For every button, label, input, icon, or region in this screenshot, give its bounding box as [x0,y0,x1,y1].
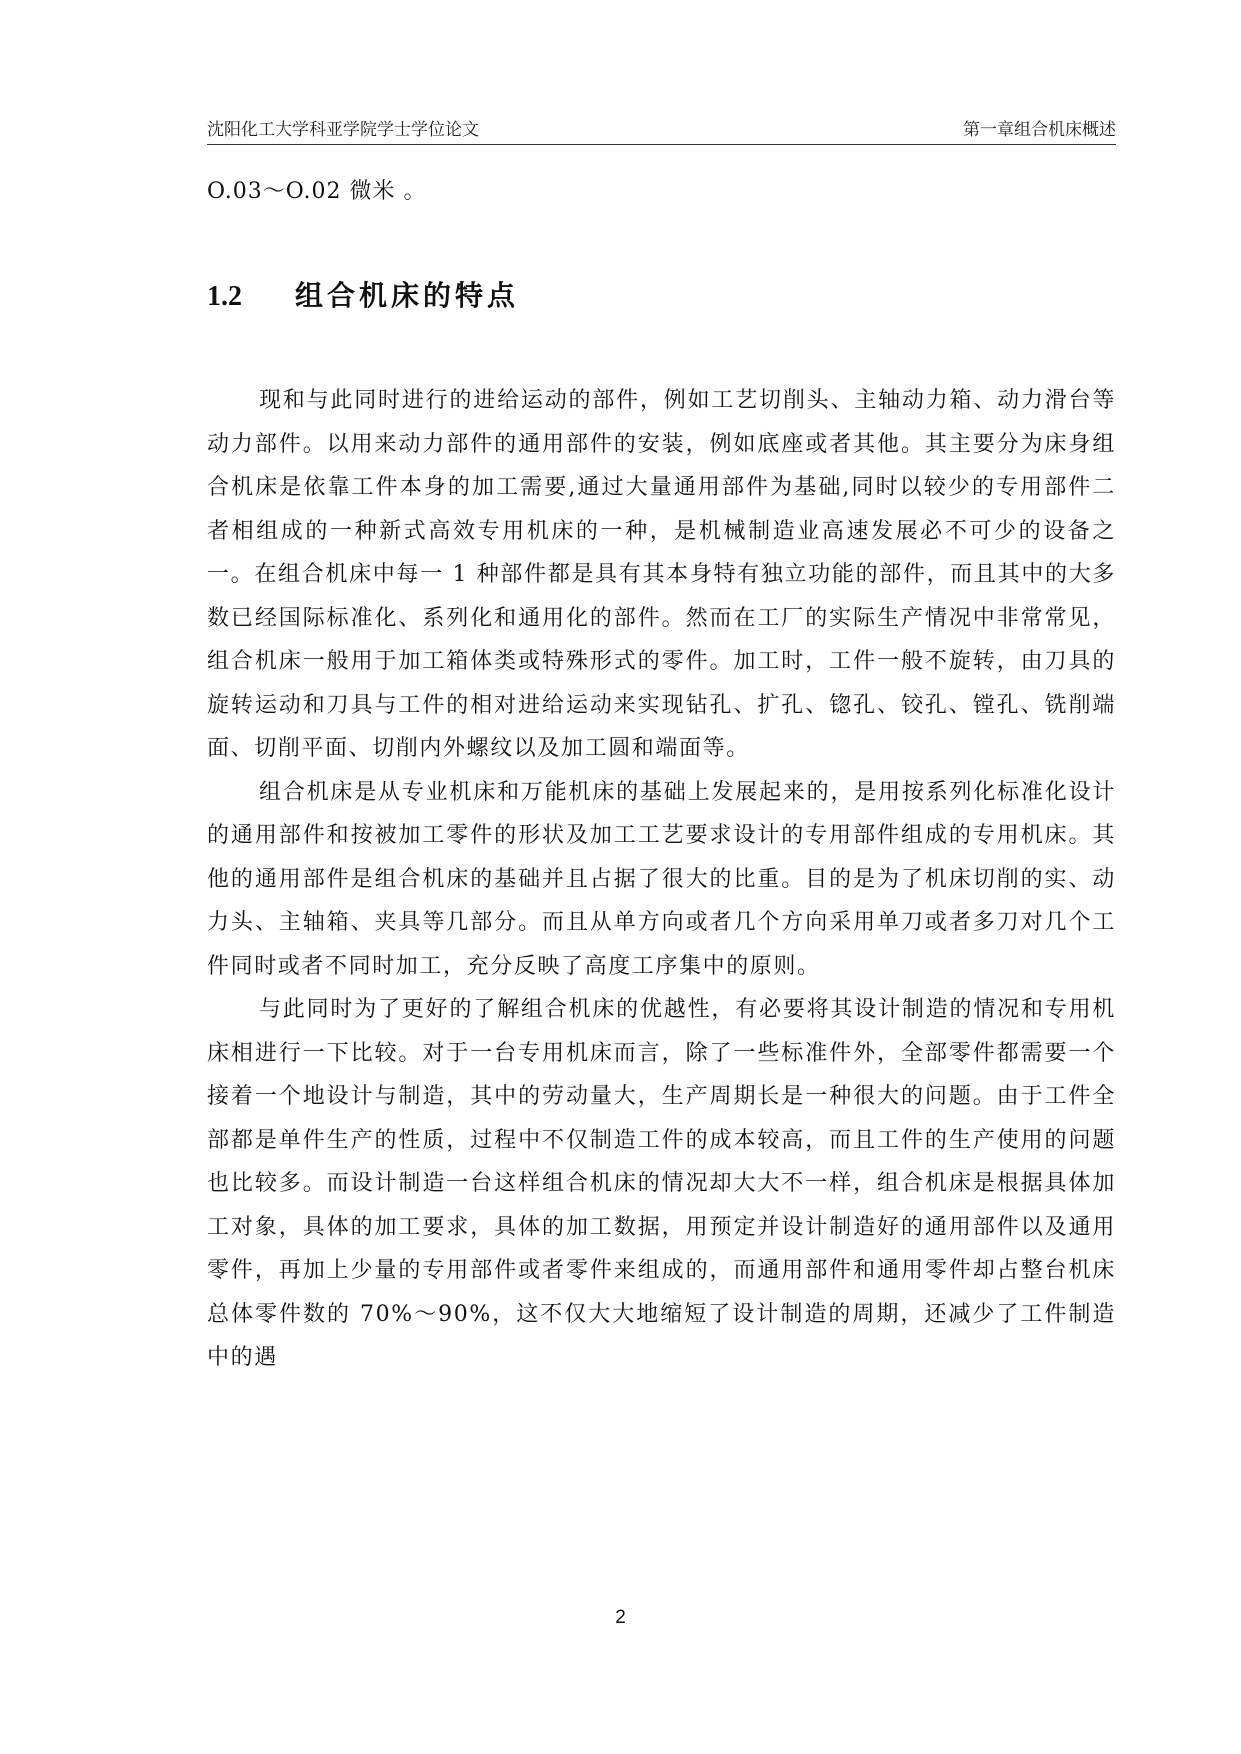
paragraph: 现和与此同时进行的进给运动的部件，例如工艺切削头、主轴动力箱、动力滑台等动力部件。以用来动力部件的通用部件的安装，例如底座或者其他。其主要分为床身组合机床是依靠工件本身的加工需要,通过大量通用部件为基础,同时以较少的专用部件二者相组成的一种新式高效专用机床的一种，是机械制造业高速发展必不可少的设备之一。在组合机床中每一 1 种部件都是具有其本身特有独立功能的部件，而且其中的大多数已经国际标准化、系列化和通用化的部件。然而在工厂的实际生产情况中非常常见，组合机床一般用于加工箱体类或特殊形式的零件。加工时，工件一般不旋转，由刀具的旋转运动和刀具与工件的相对进给运动来实现钻孔、扩孔、锪孔、铰孔、镗孔、铣削端面、切削平面、切削内外螺纹以及加工圆和端面等。 [207,388,1116,761]
running-header [207,116,1116,145]
section-title: 组合机床的特点 [295,279,520,312]
header-chapter-title: 第一章组合机床概述 [963,120,1116,140]
header-thesis-title: 沈阳化工大学科亚学院学士学位论文 [207,120,479,140]
continued-text-line: O.03～O.02 微米 。 [207,179,427,204]
page-number: 2 [615,1607,626,1628]
section-number: 1.2 [207,281,242,312]
paragraph: 组合机床是从专业机床和万能机床的基础上发展起来的，是用按系列化标准化设计的通用部件和按被加工零件的形状及加工工艺要求设计的专用部件组成的专用机床。其他的通用部件是组合机床的基础并且占据了很大的比重。目的是为了机床切削的实、动力头、主轴箱、夹具等几部分。而且从单方向或者几个方向采用单刀或者多刀对几个工件同时或者不同时加工，充分反映了高度工序集中的原则。 [207,779,1116,979]
section-heading [207,276,519,317]
body-text [207,379,1116,1380]
paragraph: 与此同时为了更好的了解组合机床的优越性，有必要将其设计制造的情况和专用机床相进行一下比较。对于一台专用机床而言，除了一些标准件外，全部零件都需要一个接着一个地设计与制造，其中的劳动量大，生产周期长是一种很大的问题。由于工件全部都是单件生产的性质，过程中不仅制造工件的成本较高，而且工件的生产使用的问题也比较多。而设计制造一台这样组合机床的情况却大大不一样，组合机床是根据具体加工对象，具体的加工要求，具体的加工数据，用预定并设计制造好的通用部件以及通用零件，再加上少量的专用部件或者零件来组成的，而通用部件和通用零件却占整台机床总体零件数的 70%～90%，这不仅大大地缩短了设计制造的周期，还减少了工件制造中的遇 [207,997,1116,1370]
